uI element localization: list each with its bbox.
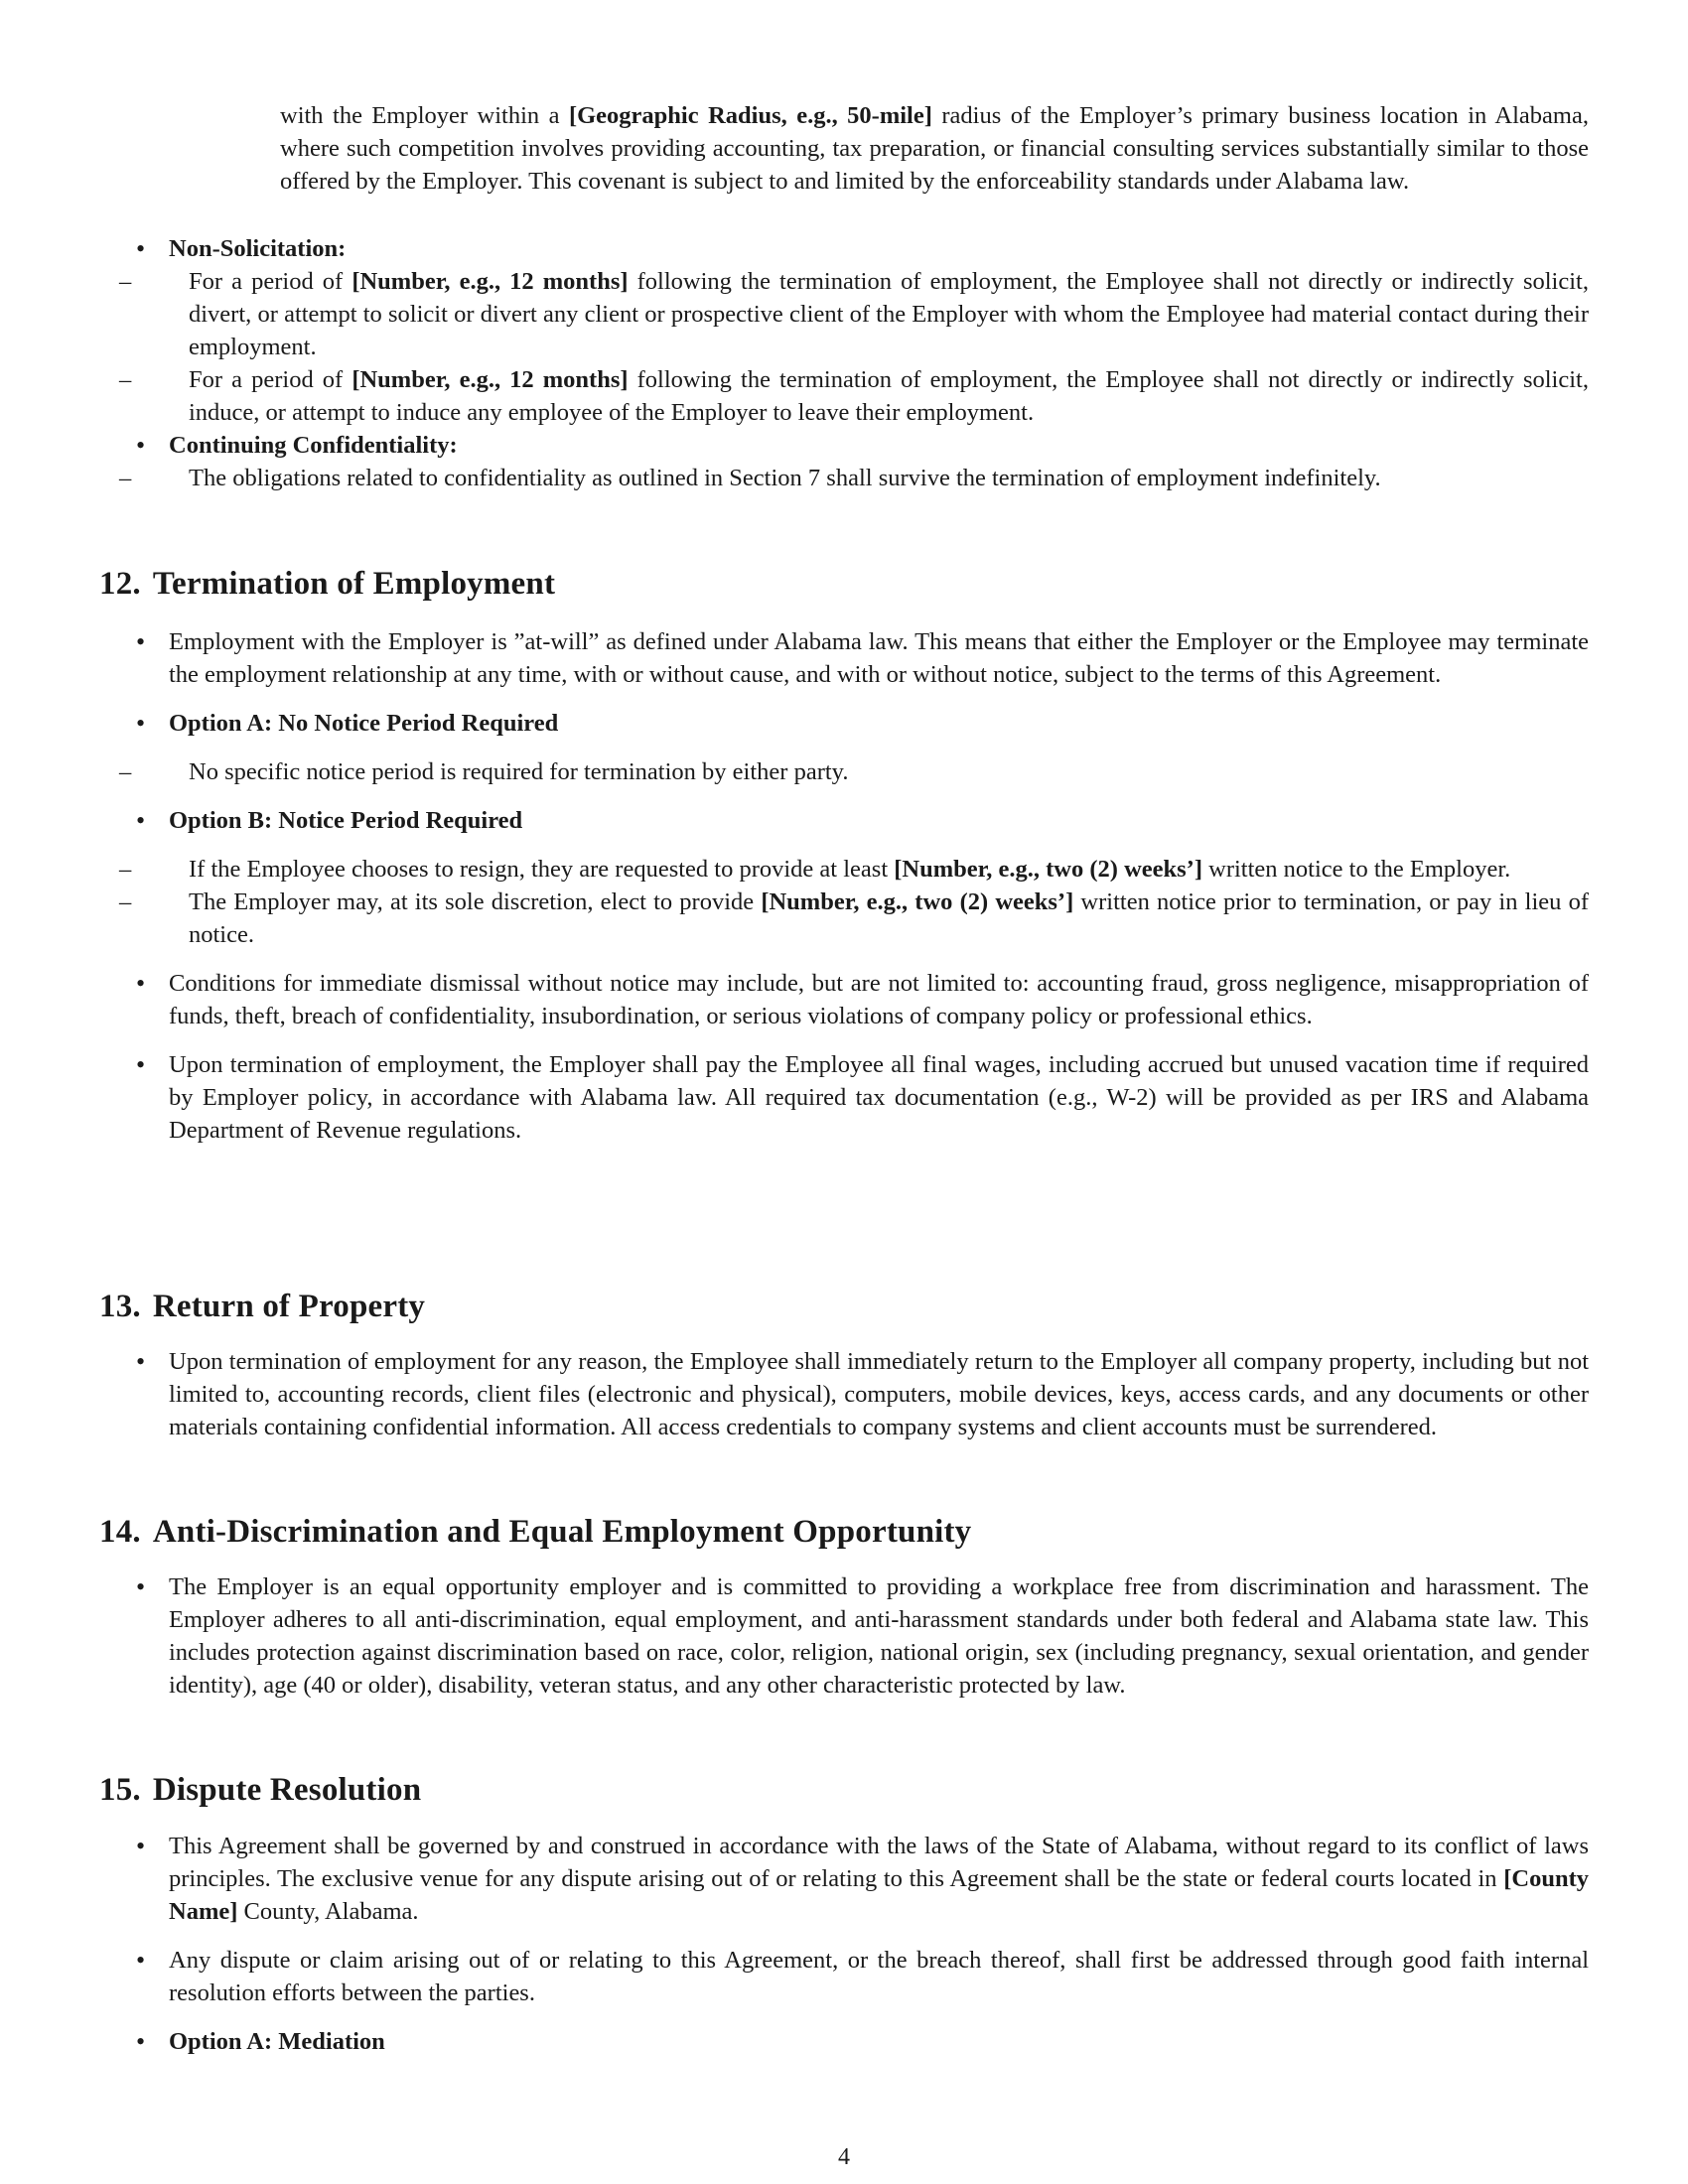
section-15-body [99, 1830, 1589, 2058]
list-item: • Employment with the Employer is ”at-will” as defined under Alabama law. This means that either the Employer or the Employee may terminate the employment relationship at any time, with or without cause, and with or without notice, subject to the terms of this Agreement. [136, 627, 1589, 688]
bullet-icon: • [136, 627, 146, 656]
continuing-confidentiality-label: Continuing Confidentiality: [169, 432, 458, 459]
section-heading-13: 13. Return of Property [99, 1289, 426, 1324]
section-12-body [99, 625, 1589, 1147]
section-heading-15: 15. Dispute Resolution [99, 1772, 422, 1808]
page-number: 4 [838, 2144, 850, 2170]
list-item: • Upon termination of employment, the Employer shall pay the Employee all final wages, including accrued but unused vacation time if required by Employer policy, in accordance with Alabama law. All required tax documentation (e.g., W-2) will be provided as per IRS and Alabama Department of Revenue regulations. [136, 1050, 1589, 1144]
dash-icon: – [119, 856, 132, 883]
bullet-icon: • [136, 1946, 146, 1975]
list-item: • Conditions for immediate dismissal without notice may include, but are not limited to: accounting fraud, gross negligence, misappropriation of funds, theft, breach of confidentiality, insubordination, or serious violations of company policy or professional ethics. [136, 969, 1589, 1029]
bullet-icon: • [136, 1832, 146, 1860]
non-compete-continuation: with the Employer within a [Geographic Radius, e.g., 50-mile] radius of the Employer’s primary business location in Alabama, where such competition involves providing accounting, tax preparation, or financial consulting services substantially similar to those offered by the Employer. This covenant is subject to and limited by the enforceability standards under Alabama law. [280, 102, 1589, 195]
dash-icon: – [119, 465, 132, 491]
placeholder-geographic-radius: [Geographic Radius, e.g., 50-mile] [568, 102, 932, 129]
bullet-icon: • [136, 969, 146, 998]
dash-icon: – [119, 268, 132, 295]
list-item: – If the Employee chooses to resign, they are requested to provide at least [Number, e.g., two (2) weeks’] written notice to the Employer. [60, 853, 1589, 886]
list-item: – No specific notice period is required for termination by either party. [60, 755, 1589, 788]
list-item: • Option B: Notice Period Required [136, 806, 523, 835]
list-item: • This Agreement shall be governed by and construed in accordance with the laws of the State of Alabama, without regard to its conflict of laws principles. The exclusive venue for any dispute arising out of or relating to this Agreement shall be the state or federal courts located in [County Name] County, Alabama. [136, 1832, 1589, 1925]
list-item: – For a period of [Number, e.g., 12 months] following the termination of employment, the Employee shall not directly or indirectly solicit, divert, or attempt to solicit or divert any client or prospective client of the Employer with whom the Employee had material contact during their employment. [60, 265, 1589, 363]
list-item: – The Employer may, at its sole discretion, elect to provide [Number, e.g., two (2) weeks’] written notice prior to termination, or pay in lieu of notice. [60, 886, 1589, 951]
dash-icon: – [119, 758, 132, 785]
list-item: – The obligations related to confidentiality as outlined in Section 7 shall survive the termination of employment indefinitely. [60, 462, 1589, 494]
bullet-icon: • [136, 1347, 146, 1376]
list-item [99, 232, 1589, 265]
list-item: • The Employer is an equal opportunity employer and is committed to providing a workplace free from discrimination and harassment. The Employer adheres to all anti-discrimination, equal employment, and anti-harassment standards under both federal and Alabama state law. This includes protection against discrimination based on race, color, religion, national origin, sex (including pregnancy, sexual orientation, and gender identity), age (40 or older), disability, veteran status, and any other characteristic protected by law. [136, 1572, 1589, 1699]
list-item: • Option A: Mediation [136, 2027, 385, 2056]
section-heading-12: 12. Termination of Employment [99, 566, 556, 602]
bullet-icon: • [136, 806, 146, 835]
bullet-icon: • [136, 234, 146, 263]
section-heading-14: 14. Anti-Discrimination and Equal Employment Opportunity [99, 1514, 972, 1550]
section-14-body [99, 1570, 1589, 1702]
list-item: • Upon termination of employment for any reason, the Employee shall immediately return to the Employer all company property, including but not limited to, accounting records, client files (electronic and physical), computers, mobile devices, keys, access cards, and any documents or other materials containing confidential information. All access credentials to company systems and client accounts must be surrendered. [136, 1347, 1589, 1440]
list-item: – For a period of [Number, e.g., 12 months] following the termination of employment, the Employee shall not directly or indirectly solicit, induce, or attempt to induce any employee of the Employer to leave their employment. [60, 363, 1589, 429]
bullet-icon: • [136, 2027, 146, 2056]
list-item: • Option A: No Notice Period Required [136, 709, 559, 738]
list-item: • Any dispute or claim arising out of or relating to this Agreement, or the breach thereof, shall first be addressed through good faith internal resolution efforts between the parties. [136, 1946, 1589, 2006]
non-solicitation-block [99, 232, 1589, 494]
bullet-icon: • [136, 431, 146, 460]
list-item [99, 429, 1589, 462]
non-solicitation-label: Non-Solicitation: [169, 235, 347, 262]
dash-icon: – [119, 366, 132, 393]
bullet-icon: • [136, 709, 146, 738]
placeholder-county-name: [County Name] [169, 1865, 1589, 1925]
section-13-body [99, 1345, 1589, 1443]
dash-icon: – [119, 888, 132, 915]
bullet-icon: • [136, 1050, 146, 1079]
bullet-icon: • [136, 1572, 146, 1601]
